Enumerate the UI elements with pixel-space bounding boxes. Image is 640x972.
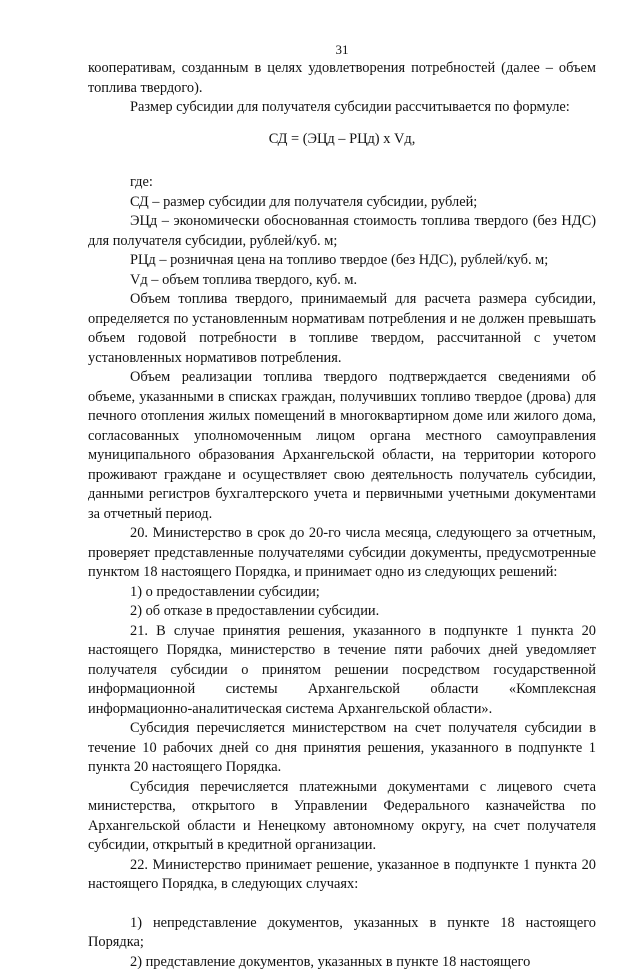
paragraph-clause-22: 22. Министерство принимает решение, указанное в подпункте 1 пункта 20 настоящего Порядка, в следующих случаях: xyxy=(88,856,596,895)
paragraph-transfer-deadline: Субсидия перечисляется министерством на счет получателя субсидии в течение 10 рабочих дней со дня принятия решения, указанного в подпункте 1 пункта 20 настоящего Порядка. xyxy=(88,719,596,778)
definition-vd: Vд – объем топлива твердого, куб. м. xyxy=(88,271,596,291)
paragraph-where: где: xyxy=(88,173,596,193)
paragraph-transfer-account: Субсидия перечисляется платежными документами с лицевого счета министерства, открытого в Управлении Федерального казначейства по Архангельской области и Ненецкому автономному округу, на счет получателя субсидии, открытый в кредитной организации. xyxy=(88,778,596,856)
list-item-nonsubmission: 1) непредставление документов, указанных в пункте 18 настоящего Порядка; xyxy=(88,914,596,953)
paragraph-clause-20: 20. Министерство в срок до 20-го числа месяца, следующего за отчетным, проверяет представленные получателями субсидии документы, предусмотренные пунктом 18 настоящего Порядка, и принимает одно из следующих решений: xyxy=(88,524,596,583)
document-page xyxy=(88,0,596,905)
paragraph-formula-intro: Размер субсидии для получателя субсидии рассчитывается по формуле: xyxy=(88,98,596,118)
formula: СД = (ЭЦд – РЦд) х Vд, xyxy=(88,130,596,150)
paragraph-clause-21: 21. В случае принятия решения, указанного в подпункте 1 пункта 20 настоящего Порядка, министерство в течение пяти рабочих дней уведомляет получателя субсидии о принятом решении посредством государственной информационной системы Архангельской области «Комплексная информационно-аналитическая система Архангельской области». xyxy=(88,622,596,720)
list-item-grant: 1) о предоставлении субсидии; xyxy=(88,583,596,603)
list-item-refuse: 2) об отказе в предоставлении субсидии. xyxy=(88,602,596,622)
paragraph-volume-confirmation: Объем реализации топлива твердого подтверждается сведениями об объеме, указанными в списках граждан, получивших топливо твердое (дрова) для печного отопления жилых помещений в многоквартирном доме или жилого дома, согласованных уполномоченным лицом органа местного самоуправления муниципального образования Архангельской области, на территории которого проживают граждане и осуществляет свою деятельность получатель субсидии, данными регистров бухгалтерского учета и первичными учетными документами за отчетный период. xyxy=(88,368,596,524)
list-item-submission: 2) представление документов, указанных в пункте 18 настоящего xyxy=(88,953,596,972)
document-body xyxy=(88,59,596,972)
definition-ecd: ЭЦд – экономически обоснованная стоимость топлива твердого (без НДС) для получателя субсидии, рублей/куб. м; xyxy=(88,212,596,251)
paragraph-volume: Объем топлива твердого, принимаемый для расчета размера субсидии, определяется по установленным нормативам потребления и не должен превышать объем годовой потребности в топливе твердом, рассчитанной с учетом установленных нормативов потребления. xyxy=(88,290,596,368)
paragraph-continuation: кооперативам, созданным в целях удовлетворения потребностей (далее – объем топлива твердого). xyxy=(88,59,596,98)
definition-sd: СД – размер субсидии для получателя субсидии, рублей; xyxy=(88,193,596,213)
page-number: 31 xyxy=(88,42,596,58)
definition-rcd: РЦд – розничная цена на топливо твердое (без НДС), рублей/куб. м; xyxy=(88,251,596,271)
